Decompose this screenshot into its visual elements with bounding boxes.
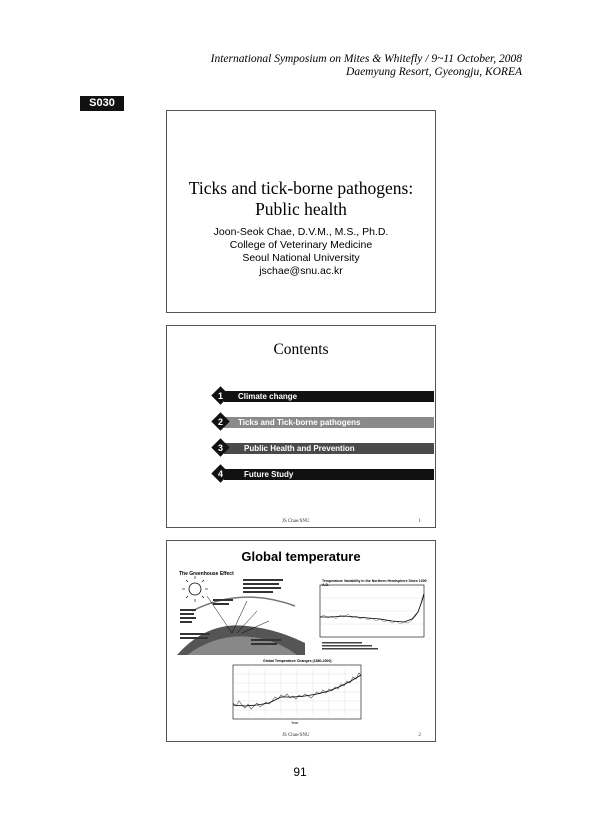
contents-label-4: Future Study bbox=[244, 470, 294, 479]
slide-title-heading bbox=[167, 178, 435, 220]
title-line-2: Public health bbox=[255, 199, 347, 219]
contents-label-1: Climate change bbox=[238, 392, 298, 401]
slide-page-number: 1 bbox=[418, 519, 421, 524]
chart1-title: Temperature Variability in the Northern Hemisphere Since 1000 A.D. bbox=[322, 579, 427, 587]
contents-item-1 bbox=[214, 390, 436, 403]
slide-contents bbox=[166, 325, 436, 528]
contents-bar-1 bbox=[224, 391, 434, 402]
global-temp-heading: Global temperature bbox=[241, 549, 361, 564]
slide-page-number: 2 bbox=[418, 733, 421, 738]
greenhouse-illustration bbox=[177, 571, 305, 655]
contents-num-3: 3 bbox=[217, 443, 223, 453]
session-tag: S030 bbox=[80, 96, 124, 111]
contents-num-2: 2 bbox=[217, 417, 223, 427]
author-name: Joon-Seok Chae, D.V.M., M.S., Ph.D. bbox=[213, 226, 389, 238]
author-university: Seoul National University bbox=[242, 252, 360, 264]
contents-item-3 bbox=[214, 442, 436, 455]
greenhouse-figure bbox=[177, 571, 305, 655]
slide-global-temperature bbox=[166, 540, 436, 742]
contents-bar-2 bbox=[224, 417, 434, 428]
contents-num-4: 4 bbox=[217, 469, 223, 479]
slide-title bbox=[166, 110, 436, 313]
header-venue-line: Daemyung Resort, Gyeongju, KOREA bbox=[346, 66, 522, 78]
slide-footer: JS Chae/SNU bbox=[282, 519, 310, 524]
chart2-title: Global Temperature Changes (1880-2000) bbox=[263, 659, 332, 663]
author-email: jschae@snu.ac.kr bbox=[259, 265, 343, 277]
chart-nh-temperature bbox=[312, 579, 427, 659]
author-college: College of Veterinary Medicine bbox=[229, 239, 373, 251]
title-line-1: Ticks and tick-borne pathogens: bbox=[188, 178, 414, 198]
contents-heading: Contents bbox=[273, 341, 329, 358]
chart2-xlabel: Year bbox=[291, 721, 299, 725]
chart1-plot bbox=[312, 579, 427, 659]
contents-label-3: Public Health and Prevention bbox=[244, 444, 355, 453]
contents-bar-3 bbox=[224, 443, 434, 454]
header-event-line: International Symposium on Mites & Whitefly / 9~11 October, 2008 bbox=[210, 53, 522, 65]
author-block bbox=[167, 226, 435, 278]
contents-num-1: 1 bbox=[217, 391, 223, 401]
chart2-plot bbox=[225, 659, 365, 737]
slide-footer: JS Chae/SNU bbox=[282, 733, 310, 738]
contents-label-2: Ticks and Tick-borne pathogens bbox=[238, 418, 361, 427]
contents-bar-4 bbox=[224, 469, 434, 480]
chart-global-temperature bbox=[225, 659, 365, 737]
contents-item-2 bbox=[214, 416, 436, 429]
contents-item-4 bbox=[214, 468, 436, 481]
page-number: 91 bbox=[293, 765, 307, 779]
greenhouse-title: The Greenhouse Effect bbox=[179, 571, 234, 577]
